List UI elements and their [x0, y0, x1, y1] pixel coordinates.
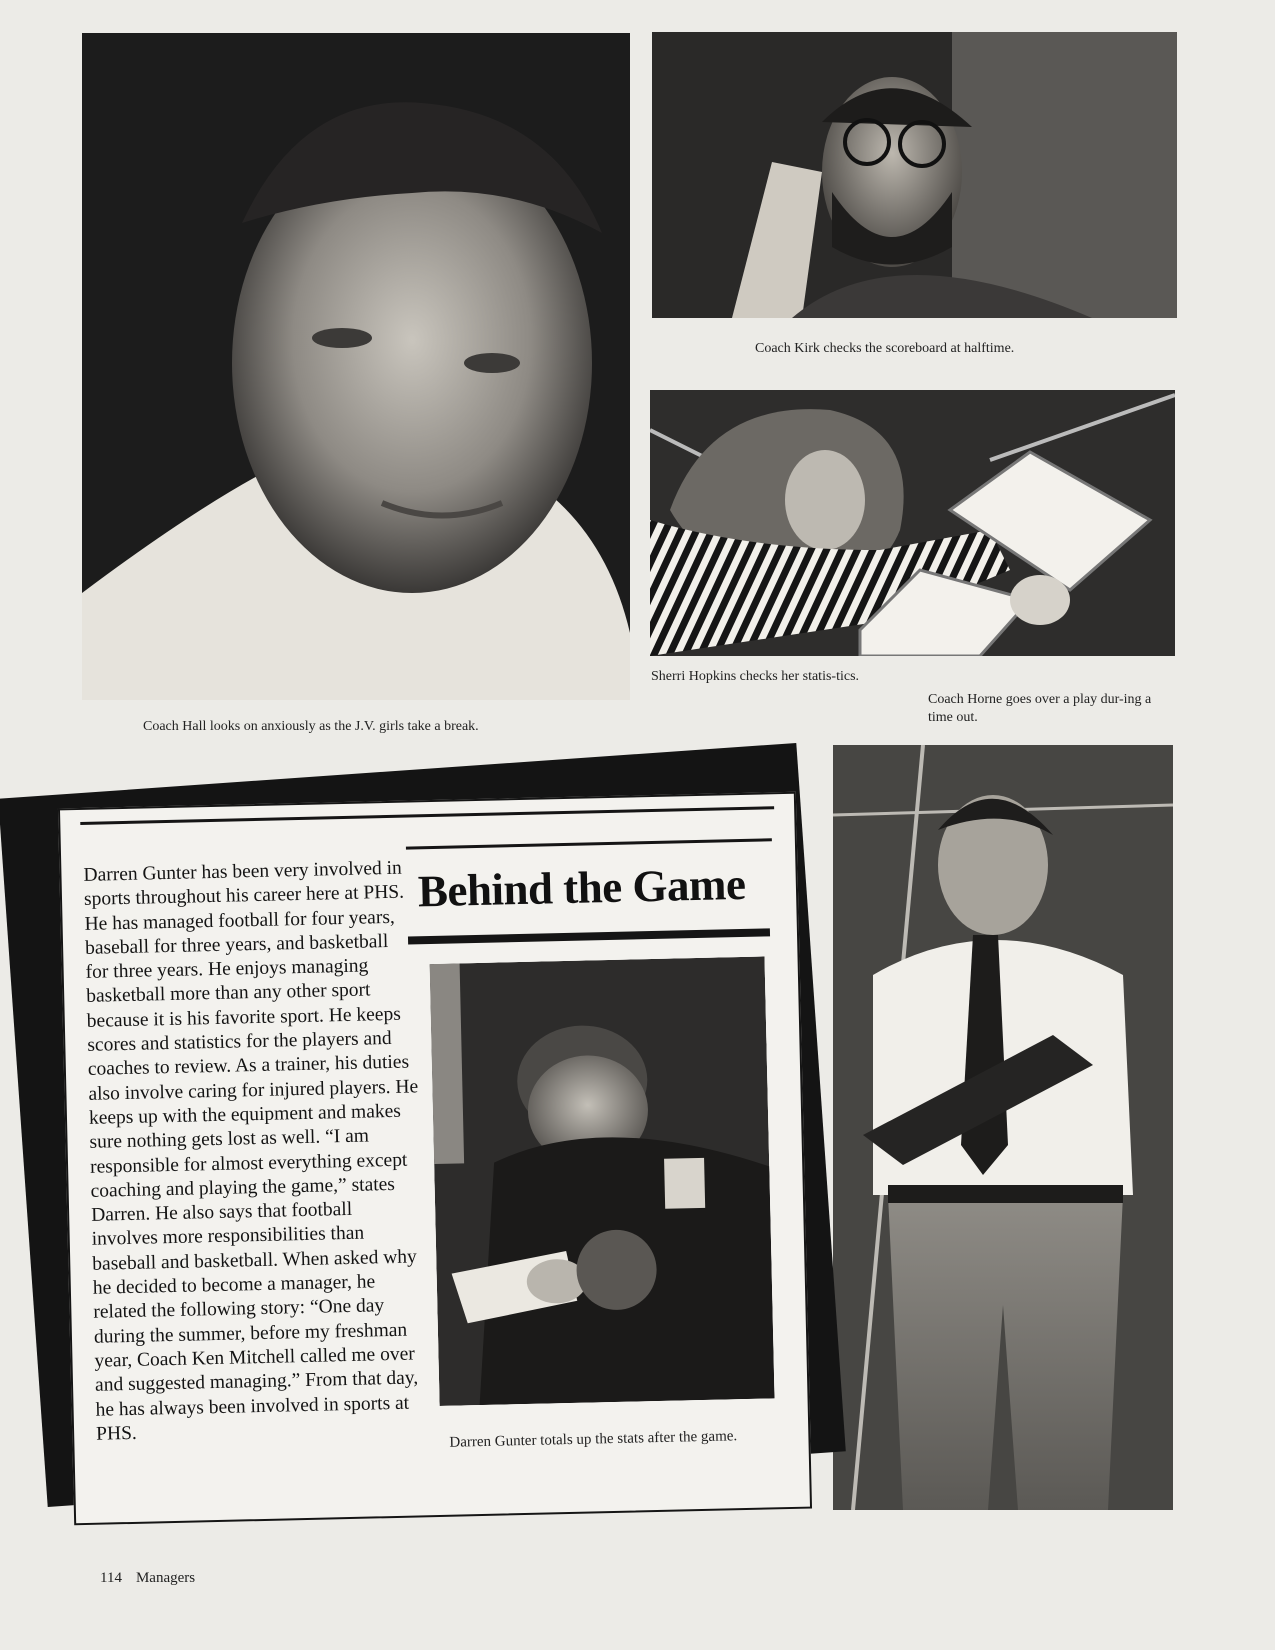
headline: Behind the Game — [417, 858, 746, 917]
page-number: 114 — [100, 1570, 122, 1586]
coach-horne-caption-text: Coach Horne goes over a play dur-ing a time out. — [928, 692, 1152, 725]
sherri-hopkins-photo — [650, 390, 1175, 656]
darren-gunter-caption: Darren Gunter totals up the stats after the game. — [449, 1428, 738, 1451]
story-body: Darren Gunter has been very involved in sports throughout his career here at PHS. He has managed football for four years, baseball for three years, and basketball for three years. He enjoys managing basketball more than any other sport because it is his favorite sport. He keeps scores and statistics for the players and coaches to review. As a trainer, his duties also involve caring for injured players. He keeps up with the equipment and makes sure nothing gets lost as well. “I am responsible for almost everything except coaching and playing the game,” states Darren. He also says that football involves more responsibilities than baseball and basketball. When asked why he decided to become a manager, he related the following story: “One day during the summer, before my freshman year, Coach Ken Mitchell called me over and suggested managing.” From that day, he has always been involved in sports at PHS. — [83, 857, 419, 1445]
coach-hall-caption: Coach Hall looks on anxiously as the J.V. girls take a break. — [143, 719, 479, 734]
sherri-hopkins-caption — [651, 668, 891, 686]
darren-gunter-photo — [430, 956, 775, 1405]
coach-kirk-photo — [652, 32, 1177, 318]
headline-rule-top — [406, 838, 772, 849]
folio — [100, 1570, 209, 1587]
coach-hall-photo — [82, 33, 630, 700]
section-name: Managers — [135, 1570, 196, 1586]
headline-rule-bottom — [408, 928, 770, 944]
top-rule — [80, 806, 774, 825]
story-box — [58, 792, 812, 1526]
sherri-hopkins-caption-text: Sherri Hopkins checks her statis-tics. — [651, 669, 860, 684]
coach-horne-photo — [833, 745, 1173, 1510]
coach-kirk-caption: Coach Kirk checks the scoreboard at halftime. — [755, 341, 1015, 356]
coach-horne-caption — [928, 691, 1168, 726]
